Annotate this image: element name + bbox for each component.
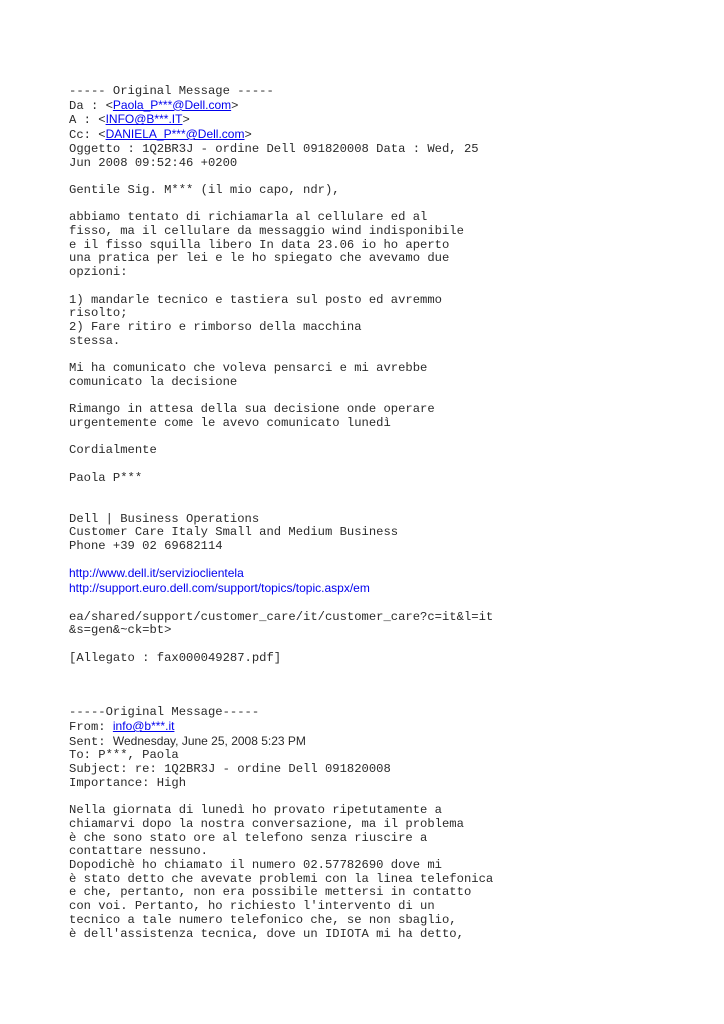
email-document — [69, 85, 709, 941]
body-line: contattare nessuno. — [69, 844, 208, 859]
company-phone: Phone +39 02 69682114 — [69, 539, 223, 554]
from-label: From: — [69, 720, 113, 735]
header-to: To: P***, Paola — [69, 748, 179, 763]
closing: Cordialmente — [69, 443, 157, 458]
company-line: Dell | Business Operations — [69, 511, 260, 526]
da-email-link[interactable]: Paola_P***@Dell.com — [112, 97, 232, 112]
original-message-separator-2: -----Original Message----- — [69, 705, 260, 720]
body-line: Dopodichè ho chiamato il numero 02.57782690 dove mi — [69, 858, 442, 873]
sent-label: Sent: — [69, 734, 113, 749]
body-line: Nella giornata di lunedì ho provato ripetutamente a — [69, 803, 442, 818]
body-line: e il fisso squilla libero In data 23.06 io ho aperto — [69, 237, 450, 252]
body-line: è dell'assistenza tecnica, dove un IDIOTA mi ha detto, — [69, 926, 464, 941]
cc-label: Cc: < — [69, 128, 106, 143]
attachment-label: [Allegato : fax000049287.pdf] — [69, 650, 282, 665]
cc-email-link[interactable]: DANIELA_P***@Dell.com — [105, 127, 245, 142]
body-line: chiamarvi dopo la nostra conversazione, ma il problema — [69, 816, 464, 831]
greeting: Gentile Sig. M*** (il mio capo, ndr), — [69, 182, 340, 197]
da-label: Da : < — [69, 98, 113, 113]
a-label: A : < — [69, 113, 106, 128]
url-continuation: ea/shared/support/customer_care/it/customer_care?c=it&l=it — [69, 609, 494, 624]
header-da — [69, 99, 709, 114]
body-line: una pratica per lei e le ho spiegato che avevamo due — [69, 251, 450, 266]
a-email-link[interactable]: INFO@B***.IT — [105, 112, 183, 127]
body-line: Mi ha comunicato che voleva pensarci e mi avrebbe — [69, 361, 428, 375]
header-from — [69, 720, 709, 735]
header-oggetto-line-1: Oggetto : 1Q2BR3J - ordine Dell 091820008 Data : Wed, 25 — [69, 141, 479, 156]
body-line: fisso, ma il cellulare da messaggio wind indisponibile — [69, 224, 464, 238]
body-line: abbiamo tentato di richiamarla al cellulare ed al — [69, 210, 428, 225]
url-support-link[interactable]: http://support.euro.dell.com/support/topics/topic.aspx/em — [69, 581, 370, 596]
body-line: opzioni: — [69, 265, 128, 280]
body-line: comunicato la decisione — [69, 374, 238, 389]
da-suffix: > — [231, 98, 239, 113]
body-line: Rimango in attesa della sua decisione onde operare — [69, 402, 435, 417]
body-line: è che sono stato ore al telefono senza riuscire a — [69, 830, 428, 845]
signature-name: Paola P*** — [69, 470, 143, 485]
sent-value: Wednesday, June 25, 2008 5:23 PM — [112, 733, 306, 748]
company-line: Customer Care Italy Small and Medium Business — [69, 525, 399, 540]
original-message-separator: ----- Original Message ----- — [69, 84, 274, 98]
body-line: tecnico a tale numero telefonico che, se non sbaglio, — [69, 912, 457, 927]
option-line: 2) Fare ritiro e rimborso della macchina — [69, 319, 362, 334]
cc-suffix: > — [244, 128, 252, 143]
header-subject: Subject: re: 1Q2BR3J - ordine Dell 091820008 — [69, 762, 391, 777]
header-oggetto-line-2: Jun 2008 09:52:46 +0200 — [69, 155, 238, 170]
body-line: e che, pertanto, non era possibile mettersi in contatto — [69, 885, 472, 900]
body-line: con voi. Pertanto, ho richiesto l'intervento di un — [69, 899, 435, 914]
body-line: urgentemente come le avevo comunicato lunedì — [69, 415, 391, 430]
body-line: è stato detto che avevate problemi con la linea telefonica — [69, 871, 494, 886]
header-cc — [69, 128, 709, 143]
url-servizio-clientela-link[interactable]: http://www.dell.it/servizioclientela — [69, 566, 244, 581]
option-line: 1) mandarle tecnico e tastiera sul posto ed avremmo — [69, 292, 442, 307]
header-importance: Importance: High — [69, 775, 187, 790]
header-sent — [69, 735, 709, 750]
url-continuation: &s=gen&~ck=bt> — [69, 623, 172, 638]
option-line: stessa. — [69, 333, 121, 348]
from-email-link[interactable]: info@b***.it — [112, 719, 175, 734]
a-suffix: > — [182, 113, 190, 128]
header-a — [69, 113, 709, 128]
option-line: risolto; — [69, 306, 128, 321]
